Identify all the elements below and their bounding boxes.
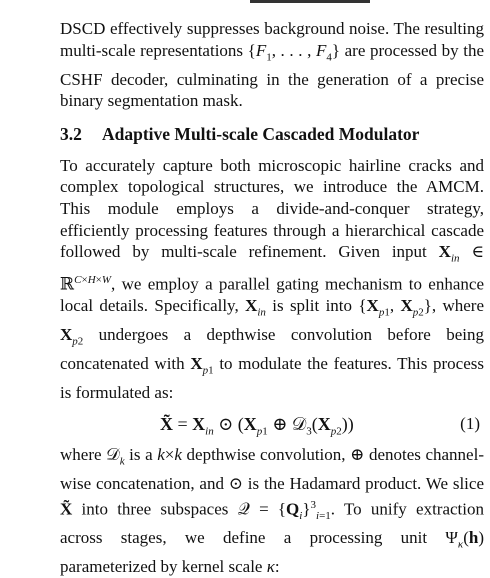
section-heading xyxy=(60,123,484,145)
equation-1 xyxy=(60,408,484,442)
paragraph-amcm: To accurately capture both microscopic hairline cracks and complex topological structures, we introduce the AMCM. This module employs a divide-and-conquer strategy, efficiently processing features through a hierarchical cascade followed by multi-scale refinement. Given input $X_{in}$ ∈ ℝ$^{C\times H\times W}$, we employ a parallel gating mechanism to enhance local details. Specifically, $X_{in}$ is split into {$X_{p1}$, $X_{p2}$}, where $X_{p2}$ undergoes a depthwise convolution before being concatenated with $X_{p1}$ to modulate the features. This process is formulated as: xyxy=(60,155,485,403)
paragraph-definitions: where 𝒟$_k$ is a k×k depthwise convolution, ⊕ denotes channel-wise concatenation, and ⊙ is the Hadamard product. We slice X̃ into three subspaces 𝒬 = $\{Q_i\}^3_{i=1}$. To unify extraction across stages, we define a processing unit $\Psi_\kappa(h)$ parameterized by kernel scale κ: xyxy=(60,444,484,577)
section-number: 3.2 xyxy=(60,123,82,144)
equation-number: (1) xyxy=(460,413,480,433)
paper-page xyxy=(60,18,484,578)
section-title: Adaptive Multi-scale Cascaded Modulator xyxy=(102,123,420,144)
paragraph-intro: DSCD effectively suppresses background noise. The resulting multi-scale representations {$F_1$, . . . , $F_4$} are processed by the CSHF decoder, culminating in the generation of a precise binary segmentation mask. xyxy=(60,19,484,111)
page-top-rule xyxy=(0,0,490,4)
equation-body: X̃ = $X_{in}$ ⊙ ($X_{p1}$ ⊕ $𝒟_3(X_{p2})$) xyxy=(160,413,354,438)
